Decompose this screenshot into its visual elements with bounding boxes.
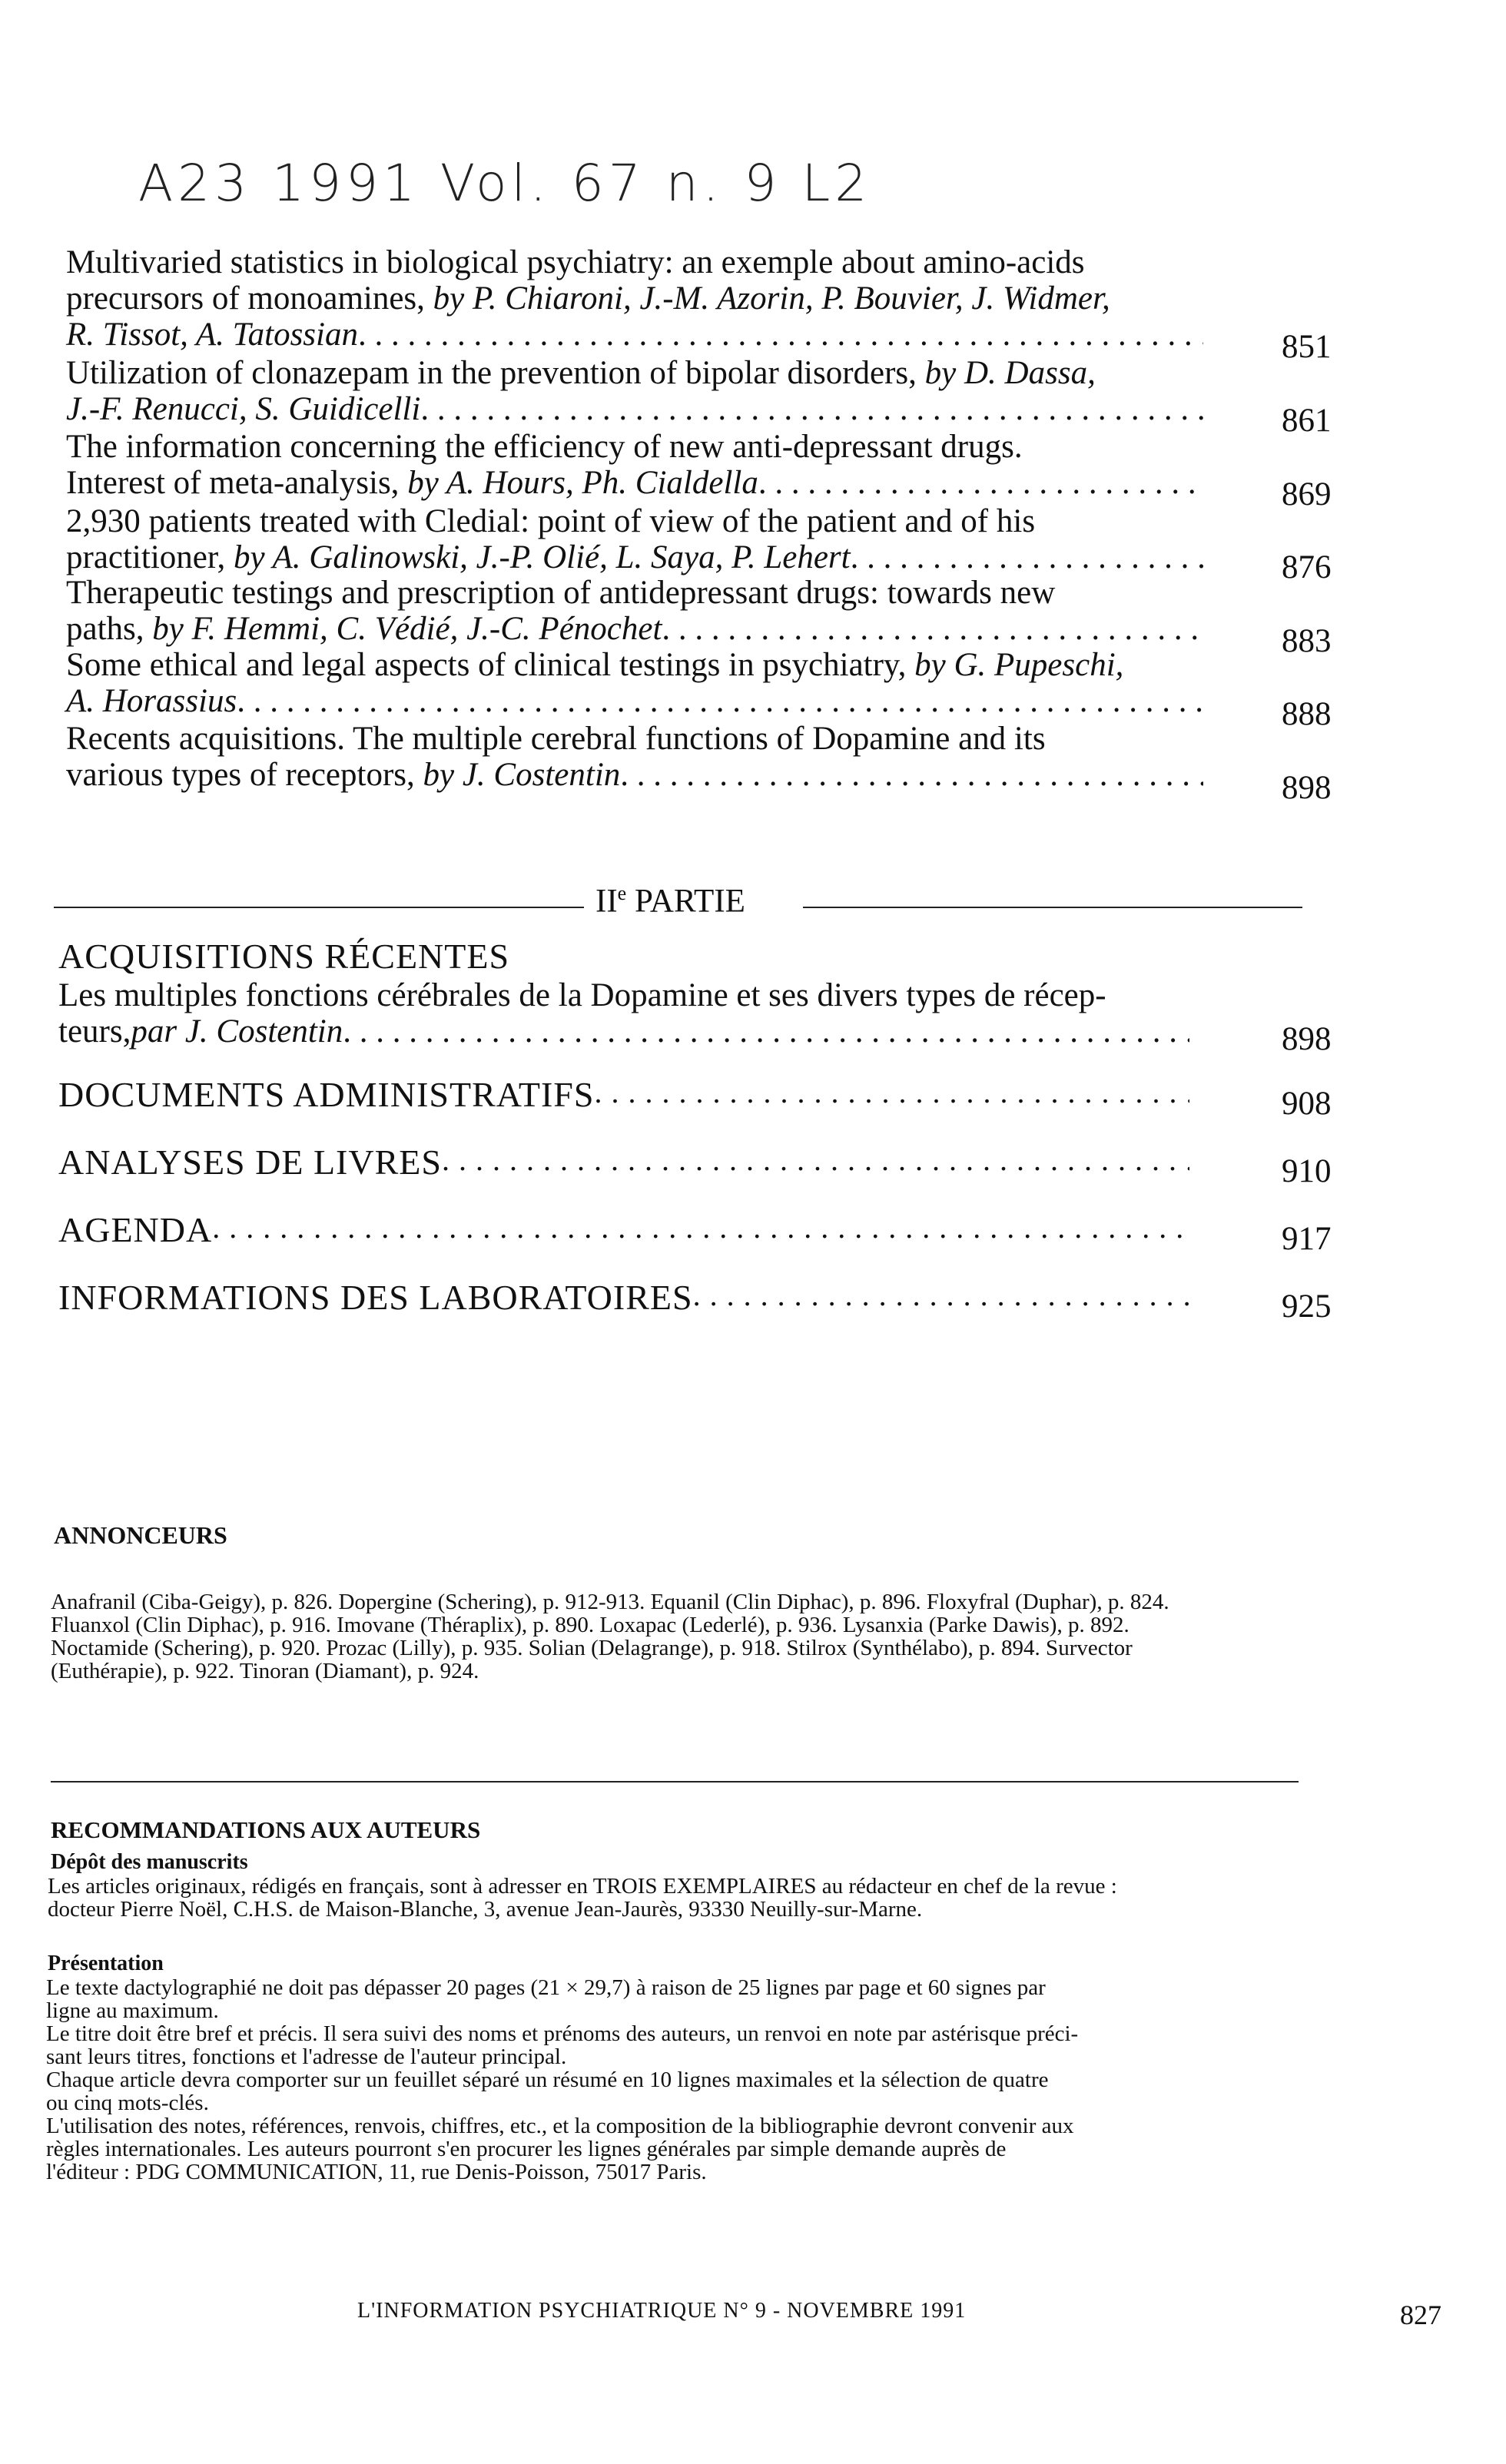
toc-entry: [66, 429, 1203, 501]
toc-entry-line: [66, 317, 1203, 353]
presentation-line: L'utilisation des notes, références, renvois, chiffres, etc., et la composition de la bibliographie devront convenir aux: [46, 2114, 1074, 2138]
acquisitions-entry: [58, 977, 1189, 1050]
section-title: INFORMATIONS DES LABORATOIRES: [58, 1278, 693, 1317]
toc-entry-title-text: Interest of meta-analysis,: [66, 465, 408, 501]
annonceurs-line: Fluanxol (Clin Diphac), p. 916. Imovane (Théraplix), p. 890. Loxapac (Lederlé), p. 936. Lysanxia (Parke Dawis), p. 892.: [51, 1613, 1130, 1637]
annonceurs-line: Anafranil (Ciba-Geigy), p. 826. Dopergine (Schering), p. 912-913. Equanil (Clin Diphac), p. 896. Floxyfral (Duphar), p. 824.: [51, 1590, 1169, 1614]
presentation-line: sant leurs titres, fonctions et l'adresse de l'auteur principal.: [46, 2044, 567, 2069]
acq-line2-text: teurs,: [58, 1013, 131, 1050]
toc-entry: [66, 503, 1203, 575]
section-page: 908: [1282, 1086, 1332, 1122]
presentation-line: Le titre doit être bref et précis. Il sera suivi des noms et prénoms des auteurs, un renvoi en note par astérisque préci-: [46, 2021, 1079, 2046]
toc-entry-line: The information concerning the efficiency of new anti-depressant drugs.: [66, 429, 1023, 465]
annonceurs-text: [51, 1590, 1311, 1683]
part2-heading-sup: e: [617, 882, 627, 904]
toc-entry-line: [66, 539, 1203, 575]
presentation-line: règles internationales. Les auteurs pourront s'en procurer les lignes générales par simple demande auprès de: [46, 2137, 1007, 2161]
section-leader: [212, 1209, 1189, 1250]
acq-line1: Les multiples fonctions cérébrales de la Dopamine et ses divers types de récep-: [58, 977, 1106, 1013]
part2-heading-roman: II: [595, 883, 618, 920]
presentation-line: Chaque article devra comporter sur un feuillet séparé un résumé en 10 lignes maximales et la sélection de quatre: [46, 2068, 1049, 2092]
part2-rule-left: [54, 907, 584, 908]
toc-entry-authors: by J. Costentin: [423, 757, 621, 793]
toc-entry-leader: [662, 611, 1203, 647]
toc-entry-line: 2,930 patients treated with Cledial: point of view of the patient and of his: [66, 503, 1036, 539]
section-title: ANALYSES DE LIVRES: [58, 1142, 442, 1182]
presentation-line: ligne au maximum.: [46, 1998, 219, 2023]
section-page: 910: [1282, 1153, 1332, 1189]
section-leader: [693, 1277, 1189, 1318]
toc-entry-line: [66, 391, 1203, 427]
toc-entry: [66, 244, 1203, 353]
toc-entry-authors: by A. Hours, Ph. Cialdella: [407, 465, 758, 501]
toc-entry-line: Recents acquisitions. The multiple cerebral functions of Dopamine and its: [66, 721, 1046, 757]
toc-entry-leader: [420, 391, 1203, 427]
recommandations-title: RECOMMANDATIONS AUX AUTEURS: [51, 1816, 481, 1843]
toc-entry-leader: [358, 317, 1203, 353]
toc-entry: [66, 355, 1203, 427]
section-leader: [442, 1142, 1189, 1182]
toc-entry-line: [66, 465, 1203, 501]
annonceurs-title: ANNONCEURS: [54, 1521, 227, 1549]
toc-entry-leader: [758, 465, 1203, 501]
toc-entry-page: 876: [1282, 549, 1332, 585]
section-entry: [58, 1074, 1189, 1115]
toc-entry-leader: [620, 757, 1203, 793]
toc-entry: [66, 647, 1203, 719]
acq-page: 898: [1282, 1021, 1332, 1057]
section-entry: [58, 1209, 1189, 1250]
toc-entry-authors: J.-F. Renucci, S. Guidicelli: [66, 391, 421, 427]
section-entry: [58, 1277, 1189, 1318]
part2-heading-word: PARTIE: [634, 883, 745, 920]
toc-entry-line: [66, 355, 1203, 391]
separator-rule: [51, 1781, 1299, 1783]
annonceurs-line: (Euthérapie), p. 922. Tinoran (Diamant), p. 924.: [51, 1659, 479, 1683]
toc-entry-authors: by P. Chiaroni, J.-M. Azorin, P. Bouvier, J. Widmer,: [433, 280, 1110, 317]
toc-entry-line: Therapeutic testings and prescription of antidepressant drugs: towards new: [66, 575, 1056, 611]
toc-entry-title-text: paths,: [66, 611, 153, 647]
section-title: AGENDA: [58, 1210, 213, 1249]
toc-entry-page: 883: [1282, 623, 1332, 659]
toc-entry-page: 898: [1282, 770, 1332, 806]
toc-entry-authors: by A. Galinowski, J.-P. Olié, L. Saya, P. Lehert: [233, 539, 851, 575]
presentation-line: l'éditeur : PDG COMMUNICATION, 11, rue Denis-Poisson, 75017 Paris.: [46, 2160, 707, 2184]
presentation-line: Le texte dactylographié ne doit pas dépasser 20 pages (21 × 29,7) à raison de 25 lignes par page et 60 signes par: [46, 1975, 1046, 2000]
toc-entry-title-text: precursors of monoamines,: [66, 280, 433, 317]
toc-entry-authors: by G. Pupeschi,: [914, 647, 1124, 683]
depot-text: [48, 1875, 1315, 1921]
depot-line: docteur Pierre Noël, C.H.S. de Maison-Blanche, 3, avenue Jean-Jaurès, 93330 Neuilly-sur-Marne.: [48, 1897, 923, 1922]
toc-entry-authors: by D. Dassa,: [924, 355, 1096, 391]
toc-entry-line: Multivaried statistics in biological psychiatry: an exemple about amino-acids: [66, 244, 1085, 280]
part2-rule-right: [803, 907, 1302, 908]
toc-entry-title-text: Some ethical and legal aspects of clinical testings in psychiatry,: [66, 647, 915, 683]
toc-entry: [66, 721, 1203, 793]
presentation-text: [46, 1976, 1322, 2184]
toc-entry-title-text: various types of receptors,: [66, 757, 423, 793]
presentation-line: ou cinq mots-clés.: [46, 2091, 209, 2115]
annonceurs-line: Noctamide (Schering), p. 920. Prozac (Lilly), p. 935. Solian (Delagrange), p. 918. Stilrox (Synthélabo), p. 894. Survector: [51, 1636, 1133, 1660]
toc-entry-line: [66, 757, 1203, 793]
toc-entry-line: [66, 683, 1203, 719]
toc-entry-title-text: practitioner,: [66, 539, 234, 575]
footer-journal: L'INFORMATION PSYCHIATRIQUE N° 9 - NOVEMBRE 1991: [357, 2299, 967, 2323]
section-page: 925: [1282, 1288, 1332, 1325]
section-entry: [58, 1142, 1189, 1182]
toc-entry-title-text: Utilization of clonazepam in the prevention of bipolar disorders,: [66, 355, 925, 391]
section-leader: [594, 1074, 1189, 1115]
toc-entry-page: 888: [1282, 696, 1332, 732]
toc-entry-line: [66, 611, 1203, 647]
toc-entry-line: [66, 280, 1203, 317]
toc-entry-leader: [237, 683, 1203, 719]
acq-author: par J. Costentin: [131, 1013, 343, 1050]
toc-entry: [66, 575, 1203, 647]
toc-entry-line: [66, 647, 1203, 683]
acq-leader: [343, 1013, 1189, 1050]
presentation-title: Présentation: [48, 1952, 164, 1975]
toc-entry-page: 851: [1282, 329, 1332, 365]
toc-entry-authors: by F. Hemmi, C. Védié, J.-C. Pénochet: [152, 611, 662, 647]
acquisitions-title: ACQUISITIONS RÉCENTES: [58, 937, 510, 976]
toc-entry-leader: [851, 539, 1203, 575]
section-title: DOCUMENTS ADMINISTRATIFS: [58, 1075, 595, 1114]
toc-entry-authors: R. Tissot, A. Tatossian: [66, 317, 358, 353]
toc-entry-page: 869: [1282, 476, 1332, 512]
part2-heading: [595, 882, 745, 920]
toc-entry-page: 861: [1282, 403, 1332, 439]
section-page: 917: [1282, 1221, 1332, 1257]
footer-page-number: 827: [1400, 2300, 1441, 2330]
acq-line2: [58, 1013, 1189, 1050]
depot-title: Dépôt des manuscrits: [51, 1850, 248, 1874]
handwritten-note: A23 1991 Vol. 67 n. 9 L2: [138, 154, 872, 213]
depot-line: Les articles originaux, rédigés en français, sont à adresser en TROIS EXEMPLAIRES au rédacteur en chef de la revue :: [48, 1874, 1117, 1899]
toc-entry-authors: A. Horassius: [66, 683, 237, 719]
